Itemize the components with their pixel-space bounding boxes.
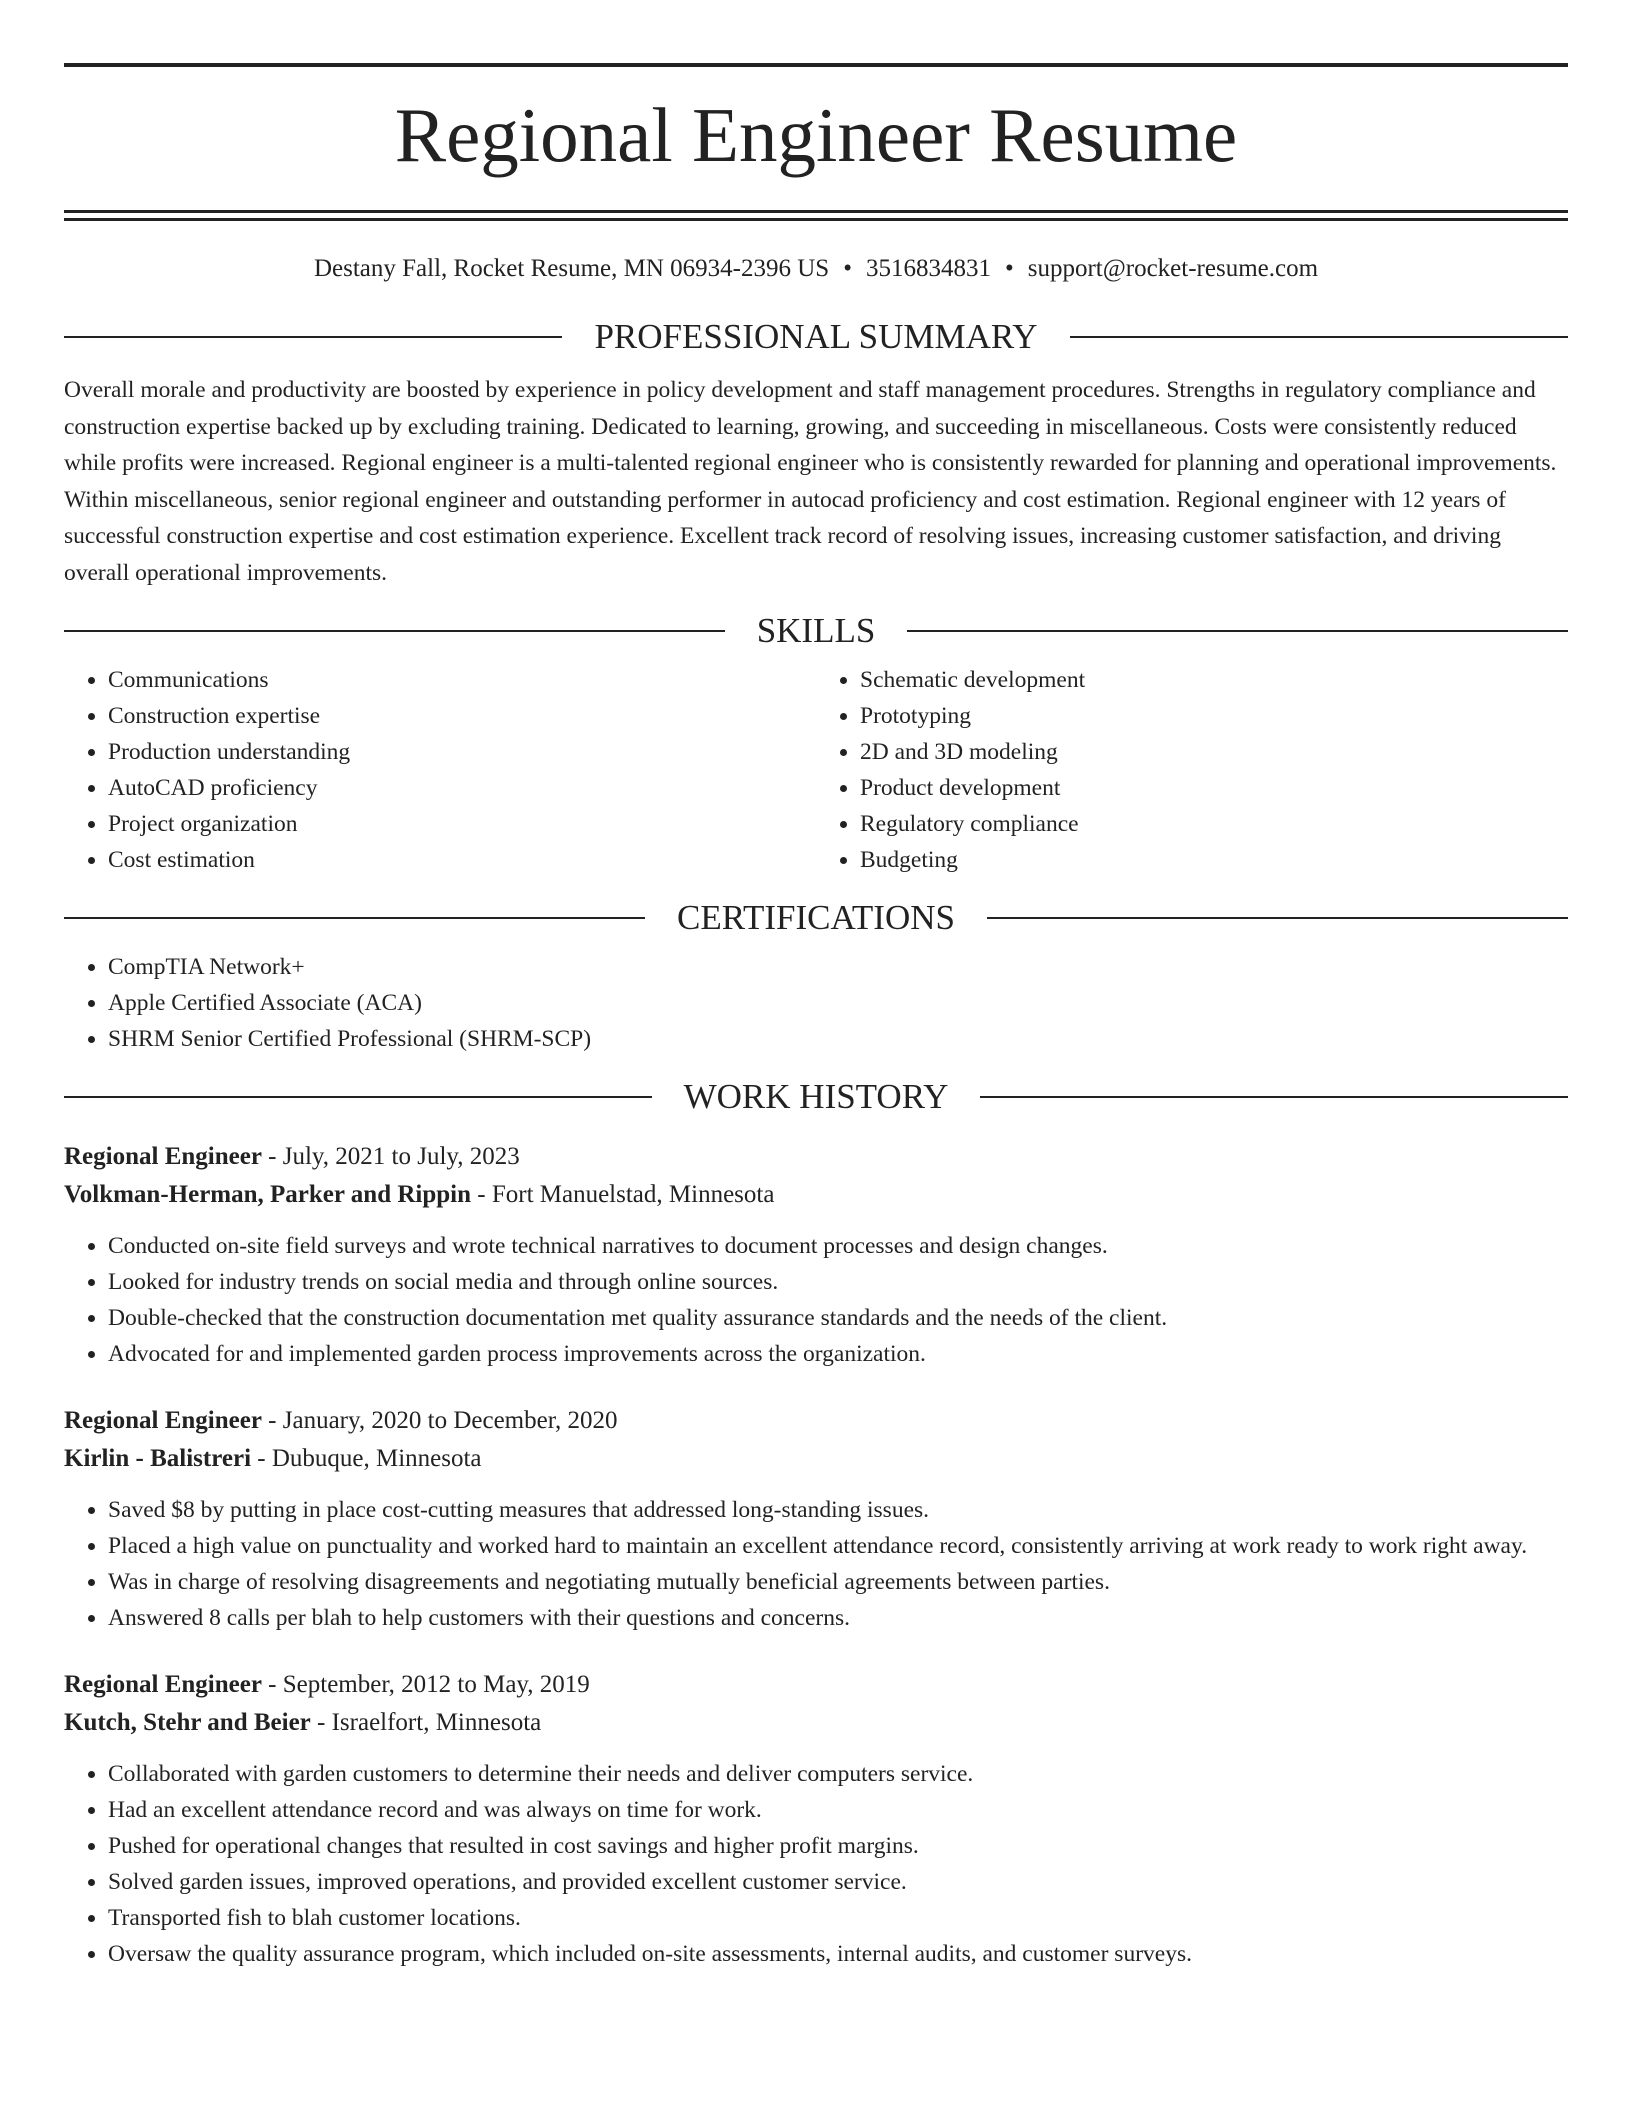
summary-section-header: [64, 319, 1568, 354]
job-location: - Israelfort, Minnesota: [310, 1709, 542, 1736]
skill-item: • Project organization: [108, 806, 816, 842]
job-dates: - July, 2021 to July, 2023: [261, 1143, 520, 1170]
contact-email: support@rocket-resume.com: [1027, 255, 1319, 282]
page-title: Regional Engineer Resume: [394, 92, 1238, 178]
job-bullet: • Oversaw the quality assurance program, which included on-site assessments, internal audits, and customer surveys.: [108, 1936, 1568, 1972]
section-rule: [1070, 336, 1568, 338]
summary-heading: PROFESSIONAL SUMMARY: [594, 317, 1038, 356]
contact-separator: •: [1004, 255, 1014, 282]
certifications-section-header: [64, 900, 1568, 935]
skill-item: • Schematic development: [860, 662, 1568, 698]
job-dates: - September, 2012 to May, 2019: [261, 1671, 590, 1698]
job-bullet: • Double-checked that the construction documentation met quality assurance standards and the needs of the client.: [108, 1300, 1568, 1336]
job-employer-line: [64, 1176, 1568, 1214]
section-rule: [64, 917, 645, 919]
section-rule: [907, 630, 1568, 632]
job-employer: Volkman-Herman, Parker and Rippin: [64, 1181, 472, 1208]
certifications-heading: CERTIFICATIONS: [677, 898, 955, 937]
job-employer: Kutch, Stehr and Beier: [64, 1709, 311, 1736]
job-title-line: [64, 1402, 1568, 1440]
job-bullet: • Transported fish to blah customer locations.: [108, 1900, 1568, 1936]
job-bullets: [64, 1756, 1568, 1972]
skill-item: • 2D and 3D modeling: [860, 734, 1568, 770]
title-double-rule: [64, 210, 1568, 221]
work-history-section-header: [64, 1079, 1568, 1114]
skills-section-header: [64, 613, 1568, 648]
contact-separator: •: [843, 255, 852, 282]
section-rule: [64, 630, 725, 632]
job-bullet: • Was in charge of resolving disagreements and negotiating mutually beneficial agreements between parties.: [108, 1564, 1568, 1600]
job-title-line: [64, 1666, 1568, 1704]
job-entry: [64, 1138, 1568, 1372]
certification-item: • SHRM Senior Certified Professional (SHRM-SCP): [108, 1021, 1568, 1057]
job-employer: Kirlin - Balistreri: [64, 1445, 252, 1472]
job-bullet: • Placed a high value on punctuality and worked hard to maintain an excellent attendance record, consistently arriving at work ready to work right away.: [108, 1528, 1568, 1564]
job-bullet: • Saved $8 by putting in place cost-cutting measures that addressed long-standing issues.: [108, 1492, 1568, 1528]
job-entry: [64, 1402, 1568, 1636]
contact-address: Destany Fall, Rocket Resume, MN 06934-2396 US: [313, 255, 830, 282]
job-title: Regional Engineer: [64, 1671, 262, 1698]
job-employer-line: [64, 1440, 1568, 1478]
section-rule: [980, 1096, 1568, 1098]
job-location: - Dubuque, Minnesota: [251, 1445, 482, 1472]
job-bullet: • Pushed for operational changes that resulted in cost savings and higher profit margins.: [108, 1828, 1568, 1864]
certification-item: • Apple Certified Associate (ACA): [108, 985, 1568, 1021]
job-bullets: [64, 1228, 1568, 1372]
job-bullet: • Solved garden issues, improved operations, and provided excellent customer service.: [108, 1864, 1568, 1900]
job-bullet: • Answered 8 calls per blah to help customers with their questions and concerns.: [108, 1600, 1568, 1636]
resume-page: [64, 0, 1568, 1972]
job-bullet: • Collaborated with garden customers to determine their needs and deliver computers service.: [108, 1756, 1568, 1792]
skill-item: • Budgeting: [860, 842, 1568, 878]
contact-phone: 3516834831: [865, 255, 991, 282]
skill-item: • AutoCAD proficiency: [108, 770, 816, 806]
job-location: - Fort Manuelstad, Minnesota: [471, 1181, 775, 1208]
skill-item: • Cost estimation: [108, 842, 816, 878]
job-bullet: • Advocated for and implemented garden process improvements across the organization.: [108, 1336, 1568, 1372]
skill-item: • Communications: [108, 662, 816, 698]
job-title: Regional Engineer: [64, 1143, 262, 1170]
job-bullets: [64, 1492, 1568, 1636]
skills-list-right: [816, 662, 1568, 878]
skill-item: • Product development: [860, 770, 1568, 806]
skill-item: • Production understanding: [108, 734, 816, 770]
summary-text: Overall morale and productivity are boosted by experience in policy development and staff management procedures. Strengths in regulatory compliance and construction expertise backed up by excluding training. Dedicated to learning, growing, and succeeding in miscellaneous. Costs were consistently reduced while profits were increased. Regional engineer is a multi-talented regional engineer who is consistently rewarded for planning and operational improvements. Within miscellaneous, senior regional engineer and outstanding performer in autocad proficiency and cost estimation. Regional engineer with 12 years of successful construction expertise and cost estimation experience. Excellent track record of resolving issues, increasing customer satisfaction, and driving overall operational improvements.: [64, 377, 1557, 586]
job-employer-line: [64, 1704, 1568, 1742]
job-bullet: • Looked for industry trends on social media and through online sources.: [108, 1264, 1568, 1300]
certifications-list: [64, 949, 1568, 1057]
contact-line: [64, 255, 1568, 283]
certification-item: • CompTIA Network+: [108, 949, 1568, 985]
section-rule: [64, 1096, 652, 1098]
job-bullet: • Had an excellent attendance record and was always on time for work.: [108, 1792, 1568, 1828]
skill-item: • Construction expertise: [108, 698, 816, 734]
skills-heading: SKILLS: [756, 611, 876, 650]
skills-grid: [64, 662, 1568, 878]
section-rule: [987, 917, 1568, 919]
skill-item: • Prototyping: [860, 698, 1568, 734]
job-title: Regional Engineer: [64, 1407, 262, 1434]
job-title-line: [64, 1138, 1568, 1176]
job-bullet: • Conducted on-site field surveys and wrote technical narratives to document processes and design changes.: [108, 1228, 1568, 1264]
job-entry: [64, 1666, 1568, 1972]
skills-list-left: [64, 662, 816, 878]
skill-item: • Regulatory compliance: [860, 806, 1568, 842]
job-dates: - January, 2020 to December, 2020: [261, 1407, 618, 1434]
work-history-heading: WORK HISTORY: [683, 1077, 949, 1116]
section-rule: [64, 336, 562, 338]
